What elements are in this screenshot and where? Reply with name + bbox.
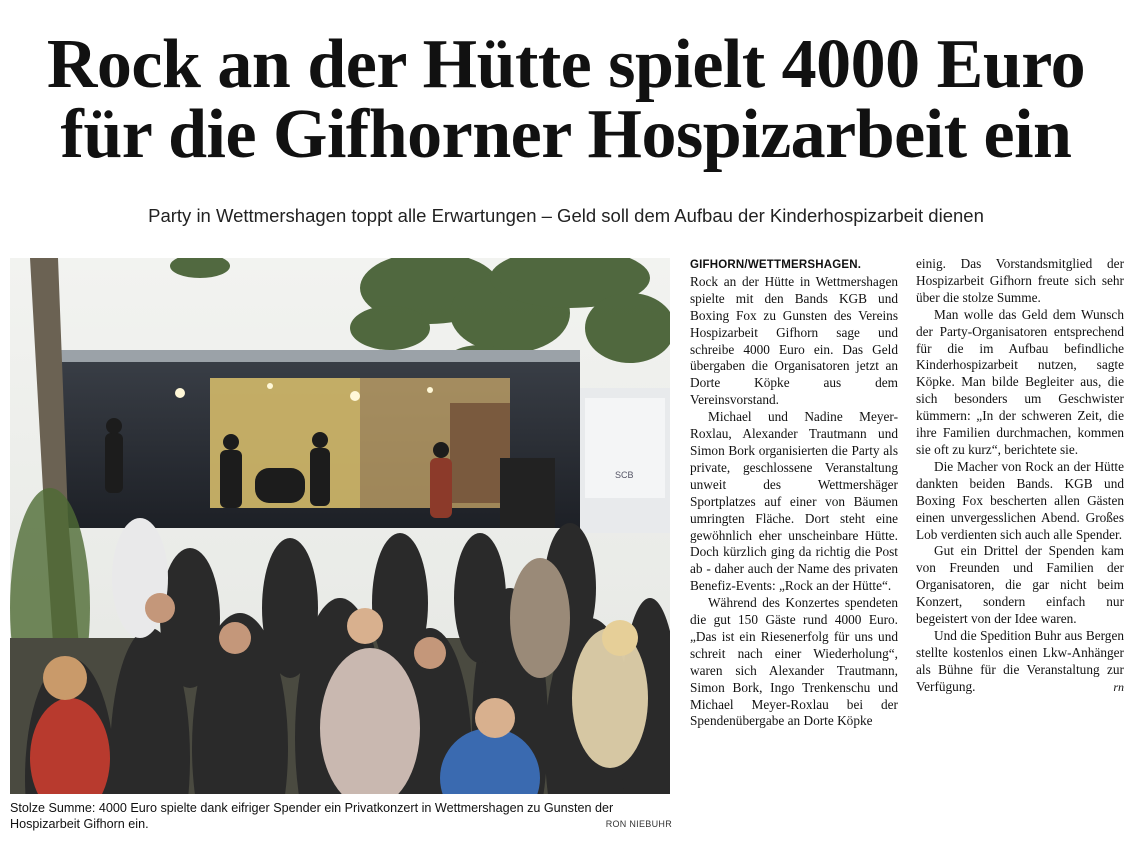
article-column-1 xyxy=(690,256,898,730)
article-paragraph: Gut ein Drittel der Spenden kam von Freunden und Familien der Organisatoren, die gar nicht beim Konzert, sondern einfach nur begeistert von der Idee waren. xyxy=(916,543,1124,627)
concert-photo xyxy=(10,258,670,794)
headline xyxy=(0,26,1132,173)
paragraph-text: Und die Spedition Buhr aus Bergen stellte kostenlos einen Lkw-Anhänger als Bühne für die Veranstaltung zur Verfügung. xyxy=(916,627,1124,694)
article-paragraph: Michael und Nadine Meyer-Roxlau, Alexander Trautmann und Simon Bork organisierten die Party als private, geschlossene Veranstaltung unweit des Wettmershäger Sportplatzes auf einer von Bäumen umringten Fläche. Dort steht eine gewöhnlich eher unscheinbare Hütte. Doch kürzlich ging da richtig die Post ab - daher auch der Name des privaten Benefiz-Events: „Rock an der Hütte“. xyxy=(690,409,898,594)
article-paragraph: Man wolle das Geld dem Wunsch der Party-Organisatoren entsprechend für die im Aufbau befindliche Kinderhospizarbeit nutzen, sagte Köpke. Man bilde Begleiter aus, die sich besonders um Geschwister kümmern: „In der schweren Zeit, die ihre Familien durchmachen, kommen sie oft zu kurz“, berichtete sie. xyxy=(916,306,1124,457)
author-initials: rn xyxy=(1113,679,1124,694)
concert-photo-illustration xyxy=(10,258,670,794)
subheadline: Party in Wettmershagen toppt alle Erwartungen – Geld soll dem Aufbau der Kinderhospizarbeit dienen xyxy=(148,205,984,226)
dateline: GIFHORN/WETTMERSHAGEN. xyxy=(690,259,862,271)
headline-line-2: für die Gifhorner Hospizarbeit ein xyxy=(60,96,1072,173)
photo-caption xyxy=(10,800,672,832)
article-paragraph xyxy=(690,256,898,409)
article-column-2 xyxy=(916,256,1124,696)
article-paragraph: Während des Konzertes spendeten die gut 150 Gäste rund 4000 Euro. „Das ist ein Riesenerfolg für uns und schreit nach einer Wiederholung“, waren sich Alexander Trautmann, Simon Bork, Ingo Trenkenschu und Michael Meyer-Roxlau bei der Spendenübergabe an Dorte Köpke xyxy=(690,595,898,729)
article-paragraph xyxy=(916,628,1124,696)
truck-lettering: SCB xyxy=(615,470,634,480)
paragraph-text: Rock an der Hütte in Wettmershagen spielte mit den Bands KGB und Boxing Fox zu Gunsten des Vereins Hospizarbeit Gifhorn sage und schreibe 4000 Euro ein. Das Geld übergaben die Organisatoren jetzt an Dorte Köpke aus dem Vereinsvorstand. xyxy=(690,273,898,408)
headline-line-1: Rock an der Hütte spielt 4000 Euro xyxy=(46,26,1086,103)
article-paragraph: Die Macher von Rock an der Hütte dankten beiden Bands. KGB und Boxing Fox bescherten allen Gästen einen unvergesslichen Abend. Großes Lob verdienten sich auch alle Spender. xyxy=(916,458,1124,542)
article-paragraph: einig. Das Vorstandsmitglied der Hospizarbeit Gifhorn freute sich sehr über die stolze Summe. xyxy=(916,256,1124,305)
caption-text: Stolze Summe: 4000 Euro spielte dank eifriger Spender ein Privatkonzert in Wettmershagen zu Gunsten der Hospizarbeit Gifhorn ein. xyxy=(10,801,614,831)
photo-credit: RON NIEBUHR xyxy=(605,819,672,829)
